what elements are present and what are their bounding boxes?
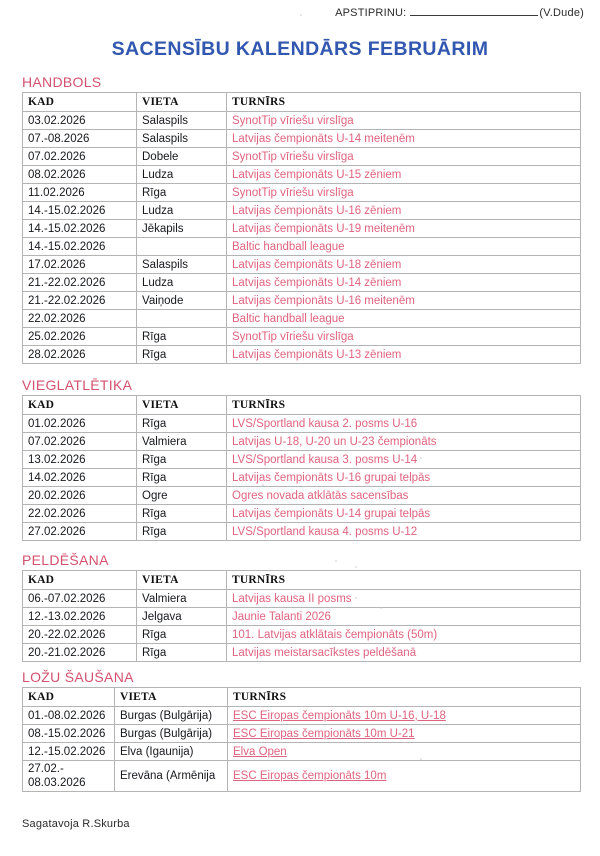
cell-date: 17.02.2026	[23, 256, 137, 274]
cell-date: 12.-15.02.2026	[23, 743, 115, 761]
section-heading: PELDĒŠANA	[22, 552, 109, 568]
cell-event: Latvijas čempionāts U-16 zēniem	[227, 202, 581, 220]
approval-name: (V.Dude)	[539, 7, 584, 19]
cell-place: Dobele	[137, 148, 227, 166]
cell-event: SynotTip vīriešu virslīga	[227, 328, 581, 346]
cell-place: Ludza	[137, 274, 227, 292]
cell-place: Rīga	[137, 505, 227, 523]
cell-event: Jaunie Talanti 2026	[227, 608, 581, 626]
cell-date: 28.02.2026	[23, 346, 137, 364]
cell-place: Burgas (Bulgārija)	[115, 707, 228, 725]
cell-date: 06.-07.02.2026	[23, 590, 137, 608]
section-heading: VIEGLATLĒTIKA	[22, 377, 133, 393]
table-header-row	[23, 688, 581, 707]
cell-event: Latvijas čempionāts U-15 zēniem	[227, 166, 581, 184]
column-header-date: KAD	[23, 571, 137, 590]
table-row	[23, 487, 581, 505]
cell-date: 14.-15.02.2026	[23, 220, 137, 238]
cell-event: Baltic handball league	[227, 238, 581, 256]
cell-event: SynotTip vīriešu virslīga	[227, 112, 581, 130]
cell-date: 27.02.2026	[23, 523, 137, 541]
cell-place: Ludza	[137, 166, 227, 184]
table-header-row	[23, 93, 581, 112]
cell-place: Burgas (Bulgārija)	[115, 725, 228, 743]
table-row	[23, 415, 581, 433]
table-row	[23, 346, 581, 364]
cell-place: Valmiera	[137, 590, 227, 608]
section-vieglatl-tika	[22, 377, 580, 541]
cell-date: 22.02.2026	[23, 310, 137, 328]
cell-date: 07.-08.2026	[23, 130, 137, 148]
column-header-event: TURNĪRS	[227, 571, 581, 590]
table-row	[23, 148, 581, 166]
table-row	[23, 238, 581, 256]
section-heading: HANDBOLS	[22, 74, 102, 90]
cell-place: Rīga	[137, 415, 227, 433]
cell-event: Latvijas čempionāts U-14 meitenēm	[227, 130, 581, 148]
cell-event: Latvijas čempionāts U-16 meitenēm	[227, 292, 581, 310]
table-row	[23, 292, 581, 310]
cell-place: Salaspils	[137, 130, 227, 148]
approval-label: APSTIPRINU:	[335, 7, 407, 19]
cell-place: Rīga	[137, 328, 227, 346]
cell-place: Rīga	[137, 346, 227, 364]
cell-date: 01.-08.02.2026	[23, 707, 115, 725]
cell-event: Latvijas čempionāts U-13 zēniem	[227, 346, 581, 364]
cell-place: Rīga	[137, 626, 227, 644]
column-header-place: VIETA	[137, 93, 227, 112]
cell-date: 07.02.2026	[23, 148, 137, 166]
cell-date: 14.02.2026	[23, 469, 137, 487]
cell-place: Ogre	[137, 487, 227, 505]
cell-date: 14.-15.02.2026	[23, 202, 137, 220]
cell-event: LVS/Sportland kausa 3. posms U-14	[227, 451, 581, 469]
table-row	[23, 608, 581, 626]
column-header-place: VIETA	[137, 396, 227, 415]
cell-date: 12.-13.02.2026	[23, 608, 137, 626]
table-row	[23, 743, 581, 761]
cell-place: Rīga	[137, 184, 227, 202]
cell-date: 20.-21.02.2026	[23, 644, 137, 662]
table-row	[23, 274, 581, 292]
cell-place: Salaspils	[137, 112, 227, 130]
table-row	[23, 505, 581, 523]
date-line: 08.03.2026	[28, 777, 86, 789]
cell-date: 08.-15.02.2026	[23, 725, 115, 743]
cell-place: Elva (Igaunija)	[115, 743, 228, 761]
cell-date: 22.02.2026	[23, 505, 137, 523]
page-title: SACENSĪBU KALENDĀRS FEBRUĀRIM	[111, 38, 489, 60]
table-row	[23, 220, 581, 238]
cell-place: Rīga	[137, 469, 227, 487]
column-header-event: TURNĪRS	[227, 93, 581, 112]
column-header-date: KAD	[23, 93, 137, 112]
cell-date: 25.02.2026	[23, 328, 137, 346]
cell-date: 21.-22.02.2026	[23, 292, 137, 310]
section-heading: LOŽU ŠAUŠANA	[22, 669, 134, 685]
table-row	[23, 310, 581, 328]
table-row	[23, 130, 581, 148]
table-row	[23, 184, 581, 202]
column-header-date: KAD	[23, 396, 137, 415]
approval-line	[0, 6, 600, 19]
cell-event: LVS/Sportland kausa 4. posms U-12	[227, 523, 581, 541]
cell-event: LVS/Sportland kausa 2. posms U-16	[227, 415, 581, 433]
column-header-place: VIETA	[137, 571, 227, 590]
table-row	[23, 523, 581, 541]
column-header-date: KAD	[23, 688, 115, 707]
cell-event: Latvijas čempionāts U-16 grupai telpās	[227, 469, 581, 487]
cell-event: Latvijas meistarsacīkstes peldēšanā	[227, 644, 581, 662]
cell-place	[137, 310, 227, 328]
section-handbols	[22, 74, 580, 364]
cell-date: 07.02.2026	[23, 433, 137, 451]
table-row	[23, 626, 581, 644]
cell-event: Latvijas kausa II posms	[227, 590, 581, 608]
cell-date: 20.02.2026	[23, 487, 137, 505]
table-row	[23, 256, 581, 274]
cell-event: SynotTip vīriešu virslīga	[227, 148, 581, 166]
cell-place: Vaiņode	[137, 292, 227, 310]
table-row	[23, 328, 581, 346]
cell-place: Erevāna (Armēnija	[115, 761, 228, 792]
cell-date: 20.-22.02.2026	[23, 626, 137, 644]
cell-date: 13.02.2026	[23, 451, 137, 469]
cell-event-link[interactable]: ESC Eiropas čempionāts 10m	[228, 761, 581, 792]
column-header-place: VIETA	[115, 688, 228, 707]
column-header-event: TURNĪRS	[227, 396, 581, 415]
schedule-table	[22, 92, 581, 364]
prepared-by-footer: Sagatavoja R.Skurba	[22, 818, 130, 830]
table-row	[23, 469, 581, 487]
cell-date: 14.-15.02.2026	[23, 238, 137, 256]
cell-event: Baltic handball league	[227, 310, 581, 328]
cell-event: 101. Latvijas atklātais čempionāts (50m)	[227, 626, 581, 644]
cell-event-link[interactable]: Elva Open	[228, 743, 581, 761]
table-row	[23, 761, 581, 792]
table-row	[23, 433, 581, 451]
cell-date: 08.02.2026	[23, 166, 137, 184]
cell-date: 11.02.2026	[23, 184, 137, 202]
table-row	[23, 202, 581, 220]
table-header-row	[23, 571, 581, 590]
section-lo-u-au-ana	[22, 669, 580, 792]
table-row	[23, 725, 581, 743]
cell-place: Valmiera	[137, 433, 227, 451]
cell-place: Jelgava	[137, 608, 227, 626]
cell-event: Latvijas čempionāts U-14 grupai telpās	[227, 505, 581, 523]
cell-date: 21.-22.02.2026	[23, 274, 137, 292]
cell-event: Latvijas čempionāts U-19 meitenēm	[227, 220, 581, 238]
cell-place	[137, 238, 227, 256]
cell-event-link[interactable]: ESC Eiropas čempionāts 10m U-21	[228, 725, 581, 743]
table-row	[23, 590, 581, 608]
table-row	[23, 707, 581, 725]
cell-event: Latvijas U-18, U-20 un U-23 čempionāts	[227, 433, 581, 451]
table-row	[23, 644, 581, 662]
cell-event: Latvijas čempionāts U-14 zēniem	[227, 274, 581, 292]
schedule-table	[22, 687, 581, 792]
table-row	[23, 112, 581, 130]
cell-place: Rīga	[137, 451, 227, 469]
cell-place: Salaspils	[137, 256, 227, 274]
table-header-row	[23, 396, 581, 415]
cell-place: Jēkapils	[137, 220, 227, 238]
table-row	[23, 451, 581, 469]
cell-event: Latvijas čempionāts U-18 zēniem	[227, 256, 581, 274]
cell-place: Ludza	[137, 202, 227, 220]
schedule-table	[22, 570, 581, 662]
column-header-event: TURNĪRS	[228, 688, 581, 707]
approval-signature-rule	[410, 6, 538, 16]
section-peld-ana	[22, 552, 580, 662]
date-line: 27.02.-	[28, 763, 64, 775]
cell-date: 01.02.2026	[23, 415, 137, 433]
cell-place: Rīga	[137, 523, 227, 541]
table-row	[23, 166, 581, 184]
cell-event-link[interactable]: ESC Eiropas čempionāts 10m U-16, U-18	[228, 707, 581, 725]
schedule-table	[22, 395, 581, 541]
cell-place: Rīga	[137, 644, 227, 662]
cell-date	[23, 761, 115, 792]
cell-date: 03.02.2026	[23, 112, 137, 130]
cell-event: SynotTip vīriešu virslīga	[227, 184, 581, 202]
cell-event: Ogres novada atklātās sacensības	[227, 487, 581, 505]
